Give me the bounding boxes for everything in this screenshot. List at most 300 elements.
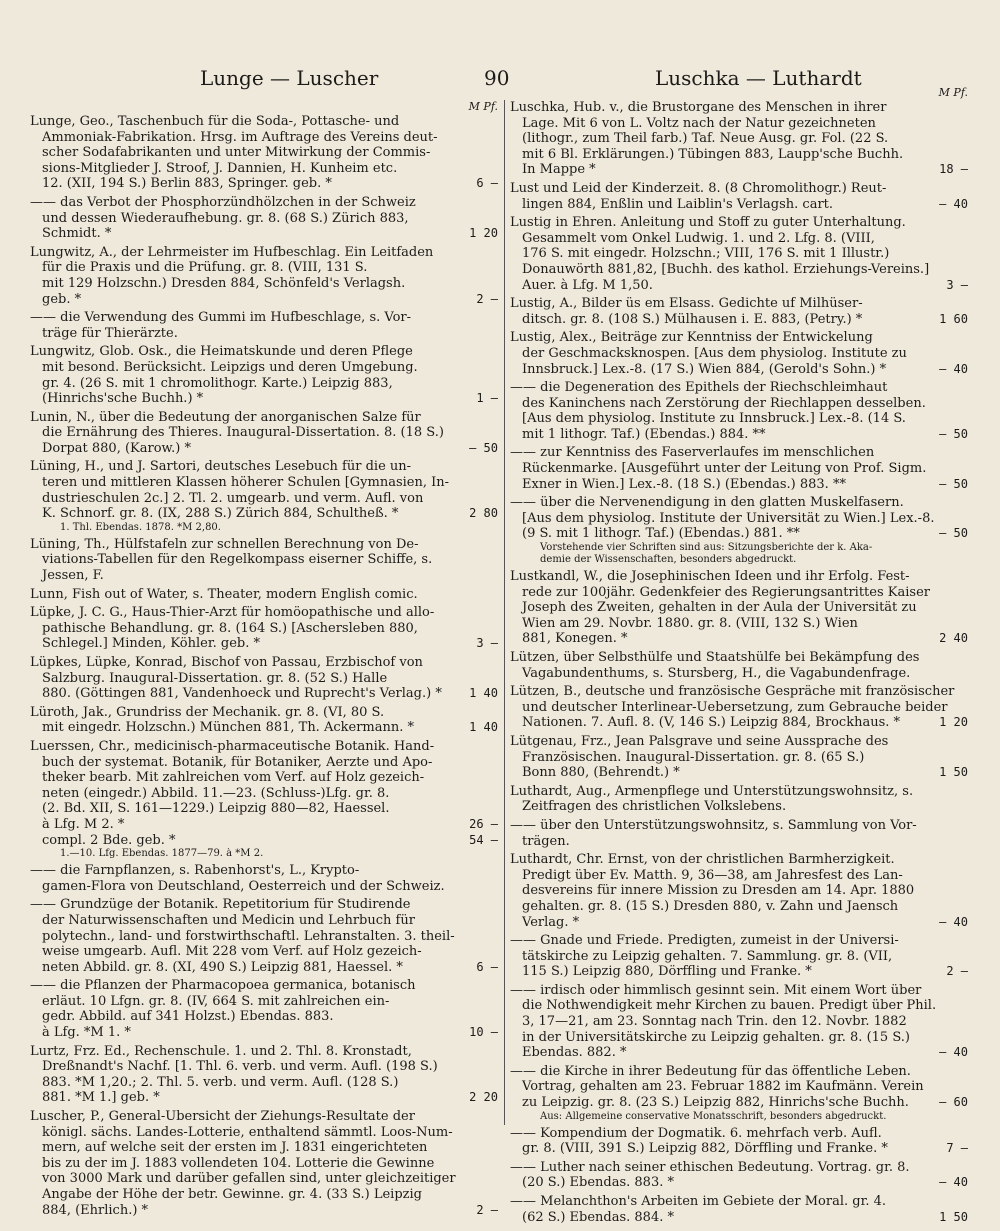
entry-text: —— irdisch oder himmlisch gesinnt sein. Mit einem Wort über [510, 982, 922, 998]
entry-price: 1 50 [939, 1209, 968, 1224]
entry-text: mit eingedr. Holzschn.) München 881, Th. Ackermann. * [42, 720, 414, 736]
entry-text: Exner in Wien.] Lex.-8. (18 S.) (Ebendas.) 883. ** [522, 476, 846, 492]
entry-text: Lüroth, Jak., Grundriss der Mechanik. gr. 8. (VI, 80 S. [30, 704, 385, 720]
entry-text: —— die Pflanzen der Pharmacopoea germanica, botanisch [30, 978, 416, 994]
entry-price: — 40 [939, 1045, 968, 1060]
entry-line [30, 245, 498, 261]
entry-text: (Hinrichs'sche Buchh.) * [42, 391, 204, 407]
entry-line [510, 1194, 968, 1210]
entry-text: mit besond. Berücksicht. Leipzigs und deren Umgebung. [42, 359, 418, 375]
entry-line [510, 818, 968, 834]
entry-price: 2 — [476, 291, 498, 306]
entry-text: tätskirche zu Leipzig gehalten. 7. Sammlung. gr. 8. (VII, [522, 948, 893, 964]
entry-text: Lustig, A., Bilder üs em Elsass. Gedichte uf Milhüser- [510, 296, 863, 312]
entry-line [30, 310, 498, 326]
entry-line [510, 396, 968, 412]
entry-text: gr. 4. (26 S. mit 1 chromolithogr. Karte.) Leipzig 883, [42, 375, 393, 391]
entry-text: buch der systemat. Botanik, für Botaniker, Aerzte und Apo- [42, 754, 433, 770]
entry-line [30, 720, 498, 736]
entry-text: träge für Thierärzte. [42, 325, 178, 341]
entry-line [30, 506, 498, 522]
entry-price: 2 20 [469, 1090, 498, 1105]
entry-line [30, 879, 498, 895]
entry-text: Salzburg. Inaugural-Dissertation. gr. 8. (52 S.) Halle [42, 670, 388, 686]
entry-text: à Lfg. *M 1. * [42, 1025, 131, 1041]
entry-line [510, 852, 968, 868]
entry-text: Lungwitz, A., der Lehrmeister im Hufbeschlag. Ein Leitfaden [30, 244, 434, 260]
entry-text: Vagabundenthums, s. Stursberg, H., die Vagabundenfrage. [522, 665, 911, 681]
entry-text: Lustig, Alex., Beiträge zur Kenntniss der Entwickelung [510, 330, 873, 346]
entry-line [510, 526, 968, 542]
entry-price: 26 — [469, 816, 498, 831]
entry-line [510, 495, 968, 511]
entry-line [30, 1025, 498, 1041]
entry-line [510, 883, 968, 899]
entry-text: 3, 17—21, am 23. Sonntag nach Trin. den 12. Novbr. 1882 [522, 1014, 907, 1030]
entry-line [30, 1187, 498, 1203]
entry-line [510, 1175, 968, 1191]
catalog-entry [510, 495, 968, 566]
entry-line [30, 410, 498, 426]
entry-line [30, 897, 498, 913]
catalog-entry [510, 734, 968, 781]
entry-line [30, 755, 498, 771]
entry-line [30, 475, 498, 491]
entry-line [30, 459, 498, 475]
entry-line [30, 1075, 498, 1091]
entry-text: gr. 8. (VIII, 391 S.) Leipzig 882, Dörffling und Franke. * [522, 1141, 888, 1157]
entry-line [510, 784, 968, 800]
catalog-entry [30, 1044, 498, 1106]
running-head-left: Lunge — Luscher [200, 66, 379, 90]
entry-line [510, 750, 968, 766]
entry-line [510, 296, 968, 312]
entry-text: Luscher, P., General-Übersicht der Ziehungs-Resultate der [30, 1109, 415, 1125]
entry-price: 3 — [476, 636, 498, 651]
entry-text: Dreßnandt's Nachf. [1. Thl. 6. verb. und verm. Aufl. (198 S.) [42, 1059, 438, 1075]
entry-text: des Kaninchens nach Zerstörung der Riechlappen desselben. [522, 395, 926, 411]
entry-line [30, 491, 498, 507]
entry-line [30, 863, 498, 879]
entry-text: 883. *M 1,20.; 2. Thl. 5. verb. und verm. Aufl. (128 S.) [42, 1074, 399, 1090]
catalog-entry [510, 296, 968, 327]
entry-line [510, 600, 968, 616]
entry-footnote: 1.—10. Lfg. Ebendas. 1877—79. à *M 2. [60, 848, 264, 860]
entry-line [510, 1045, 968, 1061]
entry-text: und deutscher Interlinear-Uebersetzung, zum Gebrauche beider [522, 699, 948, 715]
entry-text: trägen. [522, 833, 570, 849]
entry-text: die Ernährung des Thieres. Inaugural-Dissertation. 8. (18 S.) [42, 425, 444, 441]
entry-line [30, 587, 498, 603]
entry-text: Innsbruck.] Lex.-8. (17 S.) Wien 884, (Gerold's Sohn.) * [522, 361, 887, 377]
entry-text: die Nothwendigkeit mehr Kirchen zu bauen. Predigt über Phil. [522, 998, 937, 1014]
entry-line [30, 705, 498, 721]
catalog-entry [30, 655, 498, 702]
entry-line [510, 1030, 968, 1046]
entry-line [30, 226, 498, 242]
entry-text: —— Luther nach seiner ethischen Bedeutung. Vortrag. gr. 8. [510, 1159, 910, 1175]
entry-text: —— das Verbot der Phosphorzündhölzchen in der Schweiz [30, 194, 416, 210]
entry-line [30, 978, 498, 994]
catalog-entry [30, 195, 498, 242]
entry-price: 1 40 [469, 686, 498, 701]
entry-text: (62 S.) Ebendas. 884. * [522, 1209, 674, 1225]
entry-text: —— über den Unterstützungswohnsitz, s. Sammlung von Vor- [510, 817, 917, 833]
entry-line [510, 1064, 968, 1080]
entry-line [30, 537, 498, 553]
entry-line [30, 360, 498, 376]
entry-line [510, 834, 968, 850]
entry-text: Ebendas. 882. * [522, 1045, 627, 1061]
entry-line [30, 1140, 498, 1156]
entry-text: neten Abbild. gr. 8. (XI, 490 S.) Leipzig 881, Haessel. * [42, 959, 403, 975]
entry-line [510, 715, 968, 731]
catalog-entry [510, 330, 968, 377]
catalog-entry [30, 310, 498, 341]
entry-line [30, 211, 498, 227]
entry-text: Lust und Leid der Kinderzeit. 8. (8 Chromolithogr.) Reut- [510, 180, 887, 196]
catalog-entry [30, 897, 498, 975]
entry-price: — 50 [939, 526, 968, 541]
entry-line [510, 569, 968, 585]
entry-line [30, 944, 498, 960]
entry-text: mit 6 Bl. Erklärungen.) Tübingen 883, Laupp'sche Buchh. [522, 146, 904, 162]
entry-line [510, 1210, 968, 1226]
entry-text: —— Gnade und Friede. Predigten, zumeist in der Universi- [510, 933, 899, 949]
entry-text: mern, auf welche seit der ersten im J. 1831 eingerichteten [42, 1140, 428, 1156]
catalog-entry [510, 1160, 968, 1191]
entry-line [510, 933, 968, 949]
entry-line [510, 915, 968, 931]
entry-text: [Aus dem physiolog. Institute der Universität zu Wien.] Lex.-8. [522, 510, 935, 526]
entry-line [510, 427, 968, 443]
running-head-right: Luschka — Luthardt [655, 66, 862, 90]
entry-line [30, 1171, 498, 1187]
entry-text: mit 129 Holzschn.) Dresden 884, Schönfeld's Verlagsh. [42, 275, 406, 291]
entry-text: (20 S.) Ebendas. 883. * [522, 1175, 674, 1191]
entry-text: Donauwörth 881,82, [Buchh. des kathol. Erziehungs-Vereins.] [522, 261, 930, 277]
catalog-entry [510, 1126, 968, 1157]
entry-text: à Lfg. M 2. * [42, 816, 125, 832]
entry-price: 1 20 [939, 715, 968, 730]
currency-label: M Pf. [938, 86, 968, 99]
entry-text: 115 S.) Leipzig 880, Dörffling und Franke. * [522, 964, 812, 980]
entry-line [510, 100, 968, 116]
entry-line [30, 292, 498, 308]
entry-line [30, 636, 498, 652]
entry-price: 1 20 [469, 226, 498, 241]
catalog-entry [510, 784, 968, 815]
entry-line [510, 445, 968, 461]
entry-line [510, 511, 968, 527]
entry-text: bis zu der im J. 1883 vollendeten 104. Lotterie die Gewinne [42, 1155, 435, 1171]
entry-line [510, 1095, 968, 1111]
entry-text: Lage. Mit 6 von L. Voltz nach der Natur gezeichneten [522, 115, 876, 131]
column-divider [504, 100, 505, 1125]
entry-text: Ammoniak-Fabrikation. Hrsg. im Auftrage des Vereins deut- [42, 129, 438, 145]
entry-line [30, 960, 498, 976]
entry-text: Lunn, Fish out of Water, s. Theater, modern English comic. [30, 586, 418, 602]
entry-price: 2 40 [939, 631, 968, 646]
catalog-entry [510, 684, 968, 731]
entry-line [30, 770, 498, 786]
entry-text: rede zur 100jähr. Gedenkfeier des Regierungsantrittes Kaiser [522, 584, 930, 600]
entry-line [510, 1079, 968, 1095]
entry-text: Lützen, über Selbsthülfe und Staatshülfe bei Bekämpfung des [510, 650, 920, 665]
entry-text: In Mappe * [522, 162, 596, 178]
entry-text: compl. 2 Bde. geb. * [42, 832, 176, 848]
catalog-entry [30, 114, 498, 192]
catalog-entry [30, 344, 498, 406]
entry-text: und dessen Wiederaufhebung. gr. 8. (68 S.) Zürich 883, [42, 210, 409, 226]
entry-line [510, 330, 968, 346]
currency-label: M Pf. [468, 100, 498, 113]
catalog-entry [510, 380, 968, 442]
entry-text: weise umgearb. Aufl. Mit 228 vom Verf. auf Holz gezeich- [42, 944, 422, 960]
entry-line [510, 461, 968, 477]
entry-line [510, 1014, 968, 1030]
entry-text: [Aus dem physiolog. Institute zu Innsbruck.] Lex.-8. (14 S. [522, 411, 906, 427]
entry-price: 2 80 [469, 506, 498, 521]
catalog-entry [30, 605, 498, 652]
entry-line [30, 655, 498, 671]
entry-text: Auer. à Lfg. M 1,50. [522, 277, 653, 293]
entry-line [510, 899, 968, 915]
entry-line [510, 346, 968, 362]
entry-text: Lustkandl, W., die Josephinischen Ideen und ihr Erfolg. Fest- [510, 569, 910, 585]
entry-line [30, 114, 498, 130]
entry-line [30, 260, 498, 276]
catalog-entry [30, 587, 498, 603]
entry-text: 880. (Göttingen 881, Vandenhoeck und Ruprecht's Verlag.) * [42, 686, 442, 702]
entry-line [30, 994, 498, 1010]
entry-price: — 60 [939, 1095, 968, 1110]
entry-price: 18 — [939, 162, 968, 177]
entry-line [30, 686, 498, 702]
entry-line [30, 425, 498, 441]
entry-text: —— die Verwendung des Gummi im Hufbeschlage, s. Vor- [30, 310, 412, 326]
entry-footnote: Aus: Allgemeine conservative Monatsschrift, besonders abgedruckt. [540, 1110, 887, 1122]
entry-line [510, 131, 968, 147]
entry-text: (2. Bd. XII, S. 161—1229.) Leipzig 880—82, Haessel. [42, 801, 390, 817]
entry-text: Lütgenau, Frz., Jean Palsgrave und seine Aussprache des [510, 733, 889, 749]
entry-line [510, 197, 968, 213]
catalog-entry [30, 245, 498, 307]
entry-text: der Naturwissenschaften und Medicin und Lehrbuch für [42, 912, 415, 928]
entry-line [510, 231, 968, 247]
entry-price: — 40 [939, 1175, 968, 1190]
catalog-entry [510, 1194, 968, 1225]
page-number: 90 [484, 66, 510, 90]
entry-text: Lungwitz, Glob. Osk., die Heimatskunde und deren Pflege [30, 344, 413, 360]
catalog-entry [510, 818, 968, 849]
right-column [510, 86, 968, 1228]
entry-text: Lurtz, Frz. Ed., Rechenschule. 1. und 2. Thl. 8. Kronstadt, [30, 1043, 412, 1059]
catalog-entry [510, 215, 968, 293]
entry-text: Lüning, H., und J. Sartori, deutsches Lesebuch für die un- [30, 459, 412, 475]
entry-line [510, 585, 968, 601]
entry-price: — 40 [939, 361, 968, 376]
catalog-entry [510, 569, 968, 647]
catalog-entry [510, 445, 968, 492]
entry-price: 6 — [476, 176, 498, 191]
entry-line [30, 1090, 498, 1106]
entry-footnote: Vorstehende vier Schriften sind aus: Sitzungsberichte der k. Aka- [540, 542, 873, 554]
entry-line [510, 162, 968, 178]
entry-text: geb. * [42, 291, 82, 307]
entry-line [510, 312, 968, 328]
entry-line [30, 739, 498, 755]
entry-text: —— die Degeneration des Epithels der Riechschleimhaut [510, 380, 888, 396]
entry-text: (lithogr., zum Theil farb.) Taf. Neue Ausg. gr. Fol. (22 S. [522, 131, 889, 147]
entry-line [510, 1160, 968, 1176]
entry-line [510, 1126, 968, 1142]
catalog-entry [30, 705, 498, 736]
entry-line [510, 1141, 968, 1157]
entry-line [510, 181, 968, 197]
entry-line [30, 326, 498, 342]
entry-line [510, 684, 968, 700]
entry-text: ditsch. gr. 8. (108 S.) Mülhausen i. E. 883, (Petry.) * [522, 311, 863, 327]
entry-text: zu Leipzig. gr. 8. (23 S.) Leipzig 882, Hinrichs'sche Buchh. [522, 1095, 909, 1111]
entry-line [30, 391, 498, 407]
entry-text: pathische Behandlung. gr. 8. (164 S.) [Aschersleben 880, [42, 620, 418, 636]
entry-line [510, 650, 968, 666]
entry-line [30, 801, 498, 817]
entry-line [30, 130, 498, 146]
entry-text: gamen-Flora von Deutschland, Oesterreich und der Schweiz. [42, 878, 445, 894]
entry-text: Predigt über Ev. Matth. 9, 36—38, am Jahresfest des Lan- [522, 867, 903, 883]
entry-line [30, 605, 498, 621]
entry-price: 1 60 [939, 311, 968, 326]
entry-line [510, 734, 968, 750]
entry-text: sions-Mitglieder J. Stroof, J. Dannien, H. Kunheim etc. [42, 160, 398, 176]
entry-price: — 50 [939, 476, 968, 491]
entry-line [30, 276, 498, 292]
entry-line [510, 278, 968, 294]
entry-text: Bonn 880, (Behrendt.) * [522, 765, 680, 781]
catalog-entry [510, 1064, 968, 1123]
entry-text: Angabe der Höhe der betr. Gewinne. gr. 4. (33 S.) Leipzig [42, 1187, 422, 1202]
entry-price: — 40 [939, 914, 968, 929]
entry-text: —— über die Nervenendigung in den glatten Muskelfasern. [510, 495, 904, 511]
catalog-entry [510, 933, 968, 980]
entry-line [510, 362, 968, 378]
catalog-entry [30, 1109, 498, 1218]
entry-line [510, 246, 968, 262]
entry-text: Verlag. * [522, 914, 580, 930]
entry-text: gedr. Abbild. auf 341 Holzst.) Ebendas. 883. [42, 1009, 334, 1025]
entry-line [30, 145, 498, 161]
entry-price: 1 50 [939, 765, 968, 780]
entry-text: —— die Farnpflanzen, s. Rabenhorst's, L., Krypto- [30, 863, 360, 879]
entry-text: K. Schnorf. gr. 8. (IX, 288 S.) Zürich 884, Schultheß. * [42, 506, 399, 522]
entry-text: —— zur Kenntniss des Faserverlaufes im menschlichen [510, 445, 875, 461]
entry-text: Luthardt, Aug., Armenpflege und Unterstützungswohnsitz, s. [510, 783, 914, 799]
entry-price: 2 — [946, 964, 968, 979]
entry-line [30, 1156, 498, 1172]
entry-text: Wien am 29. Novbr. 1880. gr. 8. (VIII, 132 S.) Wien [522, 615, 858, 631]
entry-text: 176 S. mit eingedr. Holzschn.; VIII, 176 S. mit 1 Illustr.) [522, 246, 890, 262]
catalog-entry [30, 978, 498, 1040]
entry-line [510, 949, 968, 965]
entry-price: 54 — [469, 832, 498, 847]
entry-price: — 50 [469, 440, 498, 455]
entry-text: Gesammelt vom Onkel Ludwig. 1. und 2. Lfg. 8. (VIII, [522, 230, 875, 246]
catalog-entry [510, 100, 968, 178]
entry-line [30, 1009, 498, 1025]
entry-text: Schmidt. * [42, 226, 112, 242]
entry-line [510, 477, 968, 493]
entry-line [30, 344, 498, 360]
entry-text: Lunge, Geo., Taschenbuch für die Soda-, Pottasche- und [30, 114, 400, 129]
entry-line [510, 262, 968, 278]
entry-text: viations-Tabellen für den Regelkompass eiserner Schiffe, s. [42, 552, 433, 568]
entry-text: für die Praxis und die Prüfung. gr. 8. (VIII, 131 S. [42, 260, 368, 276]
entry-price: 1 — [476, 391, 498, 406]
entry-text: erläut. 10 Lfgn. gr. 8. (IV, 664 S. mit zahlreichen ein- [42, 993, 390, 1009]
entry-text: polytechn., land- und forstwirthschaftl. Lehranstalten. 3. theil- [42, 928, 455, 944]
entry-line [30, 441, 498, 457]
entry-text: —— Grundzüge der Botanik. Repetitorium für Studirende [30, 897, 411, 913]
entry-text: 12. (XII, 194 S.) Berlin 883, Springer. geb. * [42, 176, 332, 192]
entry-line [510, 799, 968, 815]
entry-text: teren und mittleren Klassen höherer Schulen [Gymnasien, In- [42, 475, 450, 491]
entry-line [510, 631, 968, 647]
entry-text: desvereins für innere Mission zu Dresden am 14. Apr. 1880 [522, 883, 915, 899]
entry-text: neten (eingedr.) Abbild. 11.—23. (Schluss-)Lfg. gr. 8. [42, 785, 390, 801]
entry-text: Lüpke, J. C. G., Haus-Thier-Arzt für homöopathische und allo- [30, 605, 435, 621]
entry-text: Lützen, B., deutsche und französische Gespräche mit französischer [510, 684, 955, 700]
entry-line [510, 983, 968, 999]
entry-text: (9 S. mit 1 lithogr. Taf.) (Ebendas.) 881. ** [522, 526, 800, 542]
entry-text: Joseph des Zweiten, gehalten in der Aula der Universität zu [522, 600, 917, 616]
entry-price: 6 — [476, 959, 498, 974]
entry-line [30, 176, 498, 192]
entry-text: Lüning, Th., Hülfstafeln zur schnellen Berechnung von De- [30, 536, 419, 552]
entry-text: von 3000 Mark und darüber gefallen sind, unter gleichzeitiger [42, 1171, 456, 1187]
entry-line [30, 552, 498, 568]
catalog-entry [30, 739, 498, 860]
entry-line [30, 817, 498, 833]
entry-text: Zeitfragen des christlichen Volkslebens. [522, 799, 787, 815]
entry-text: Luerssen, Chr., medicinisch-pharmaceutische Botanik. Hand- [30, 738, 435, 754]
left-column [30, 100, 498, 1221]
entry-footnote: demie der Wissenschaften, besonders abgedruckt. [540, 554, 797, 566]
entry-line [30, 1125, 498, 1141]
entry-text: Lüpkes, Lüpke, Konrad, Bischof von Passau, Erzbischof von [30, 655, 423, 670]
entry-line [510, 411, 968, 427]
entry-line [510, 616, 968, 632]
entry-price: 2 — [476, 1202, 498, 1217]
entry-line [30, 161, 498, 177]
entry-text: —— Kompendium der Dogmatik. 6. mehrfach verb. Aufl. [510, 1125, 882, 1141]
entry-text: 881, Konegen. * [522, 631, 628, 647]
catalog-entry [510, 983, 968, 1061]
entry-line [30, 621, 498, 637]
entry-text: theker bearb. Mit zahlreichen vom Verf. auf Holz gezeich- [42, 770, 425, 786]
entry-line [30, 913, 498, 929]
entry-line [510, 868, 968, 884]
entry-text: Französischen. Inaugural-Dissertation. gr. 8. (65 S.) [522, 749, 865, 765]
entry-price: — 50 [939, 426, 968, 441]
entry-line [30, 671, 498, 687]
catalog-entry [510, 650, 968, 681]
entry-text: —— die Kirche in ihrer Bedeutung für das öffentliche Leben. [510, 1063, 911, 1079]
entry-line [510, 666, 968, 682]
entry-text: Luthardt, Chr. Ernst, von der christlichen Barmherzigkeit. [510, 852, 895, 868]
catalog-entry [510, 852, 968, 930]
